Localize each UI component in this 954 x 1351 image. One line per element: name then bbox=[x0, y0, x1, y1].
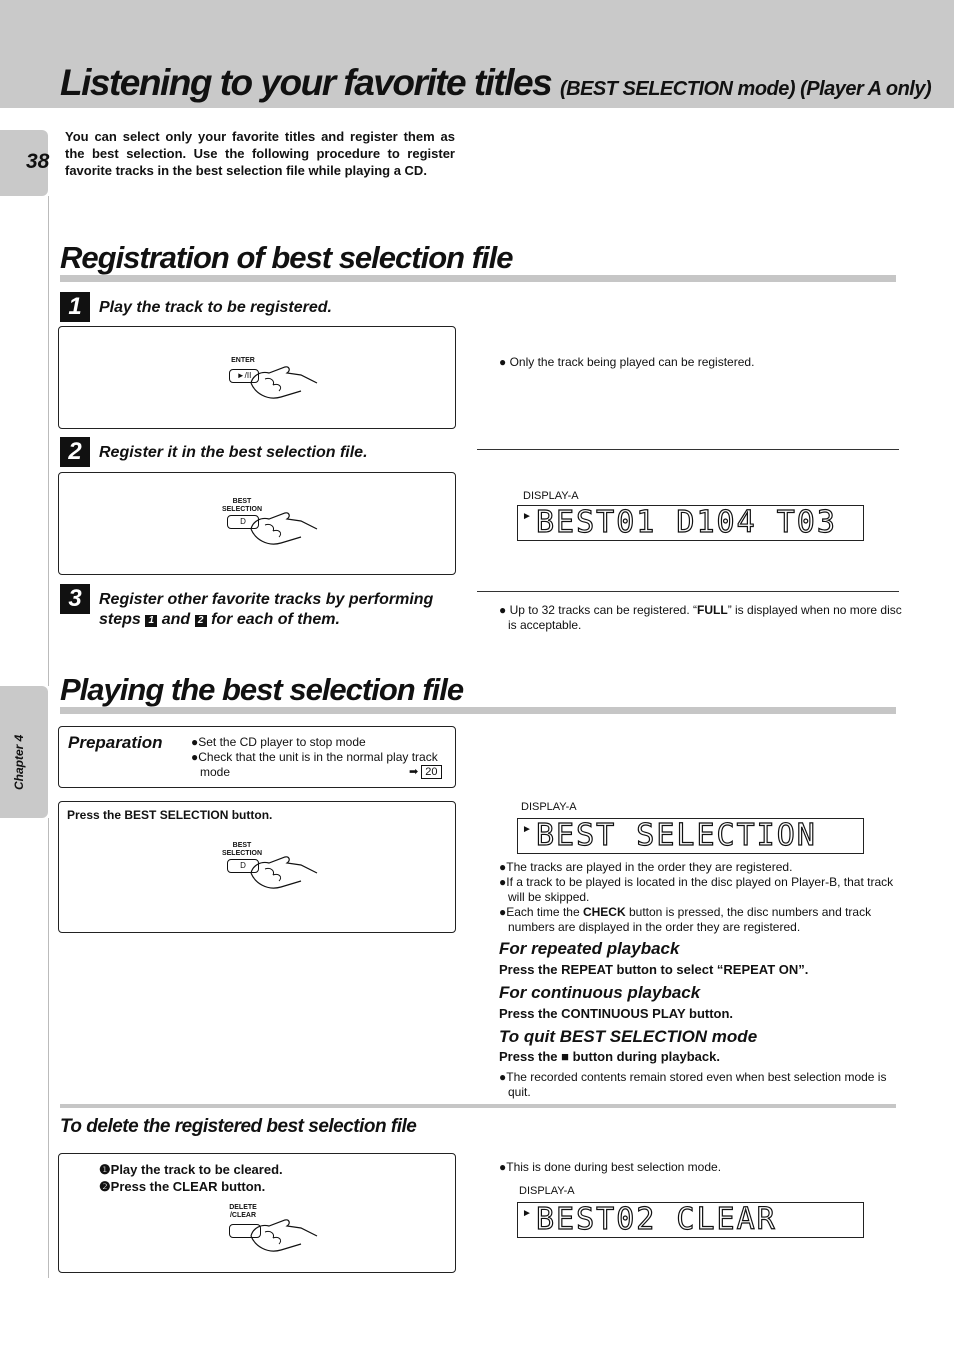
play-indicator-icon: ► bbox=[522, 1208, 532, 1219]
preparation-item: ●Set the CD player to stop mode bbox=[191, 735, 366, 749]
step-number: 2 bbox=[60, 437, 90, 467]
lcd-display bbox=[517, 1202, 864, 1238]
display-text: BEST SELECTION bbox=[536, 818, 817, 853]
section-rule bbox=[60, 1104, 896, 1108]
preparation-panel bbox=[58, 726, 456, 788]
step3-text-end: for each of them. bbox=[211, 611, 340, 628]
delete-note: ●This is done during best selection mode. bbox=[499, 1160, 722, 1174]
step-label: Play the track to be registered. bbox=[99, 299, 332, 316]
note-text: This is done during best selection mode. bbox=[506, 1160, 722, 1174]
chapter-label: Chapter 4 bbox=[12, 734, 26, 790]
pointing-hand-icon bbox=[245, 357, 320, 407]
note-text: button is pressed, the disc numbers and track numbers are displayed in the order they are registered. bbox=[508, 905, 872, 934]
step3-and: and bbox=[161, 611, 191, 628]
step-ref: 2 bbox=[195, 615, 207, 627]
note-item: ●The tracks are played in the order they are registered. bbox=[499, 860, 793, 874]
divider bbox=[477, 449, 899, 450]
continuous-title: For continuous playback bbox=[499, 983, 701, 1002]
intro-paragraph: You can select only your favorite titles and register them as the best selection. Use the following procedure to register favorite tracks in the best selection file while playing a CD. bbox=[65, 129, 455, 178]
delete-title: To delete the registered best selection file bbox=[60, 1116, 417, 1137]
best-selection-button[interactable]: D bbox=[227, 859, 259, 873]
step1-panel bbox=[58, 326, 456, 429]
note-item: ●If a track to be played is located in the disc played on Player-B, that track will be skipped. bbox=[499, 875, 894, 904]
display-text: BEST02 CLEAR bbox=[536, 1202, 777, 1237]
pointing-hand-icon bbox=[245, 847, 320, 897]
quit-note: ●The recorded contents remain stored even when best selection mode is quit. bbox=[499, 1070, 887, 1099]
continuous-text: Press the CONTINUOUS PLAY button. bbox=[499, 1006, 734, 1021]
note-text: The tracks are played in the order they are registered. bbox=[506, 860, 793, 874]
repeat-title: For repeated playback bbox=[499, 939, 680, 958]
playing-notes bbox=[499, 860, 899, 935]
page-title bbox=[60, 62, 931, 104]
margin-line bbox=[48, 196, 49, 686]
section-rule bbox=[60, 275, 896, 282]
page-number: 38 bbox=[26, 150, 50, 173]
play-indicator-icon: ► bbox=[522, 824, 532, 835]
step3-text: Register other favorite tracks by performing steps bbox=[99, 591, 434, 628]
lcd-display bbox=[517, 818, 864, 854]
margin-line bbox=[48, 818, 49, 1278]
note-text: ” is displayed when no more disc is acceptable. bbox=[508, 603, 902, 632]
best-selection-button-label: BEST SELECTION bbox=[221, 498, 263, 513]
pointing-hand-icon bbox=[245, 503, 320, 553]
enter-button-label: ENTER bbox=[231, 357, 255, 364]
delete-step: ❷Press the CLEAR button. bbox=[99, 1179, 266, 1194]
best-selection-panel bbox=[58, 801, 456, 933]
step-label bbox=[99, 590, 449, 630]
display-label: DISPLAY-A bbox=[523, 490, 579, 502]
preparation-title: Preparation bbox=[68, 733, 163, 752]
pointing-hand-icon bbox=[245, 1210, 320, 1260]
step3-note: ● Up to 32 tracks can be registered. “FULL” is displayed when no more disc is acceptable. bbox=[499, 603, 902, 632]
step-label: Register it in the best selection file. bbox=[99, 444, 368, 461]
step-ref: 1 bbox=[145, 615, 157, 627]
note-text: If a track to be played is located in the disc played on Player-B, that track will be skipped. bbox=[506, 875, 894, 904]
page-reference: ➡ 20 bbox=[409, 765, 442, 778]
panel-instruction: Press the BEST SELECTION button. bbox=[67, 808, 273, 822]
step-number: 1 bbox=[60, 292, 90, 322]
repeat-text: Press the REPEAT button to select “REPEAT ON”. bbox=[499, 962, 809, 977]
note-bold: CHECK bbox=[582, 905, 626, 919]
step1-note: ● Only the track being played can be registered. bbox=[499, 355, 755, 369]
best-selection-button[interactable]: D bbox=[227, 515, 259, 529]
lcd-display bbox=[517, 505, 864, 541]
prep-text: Check that the unit is in the normal play track mode bbox=[198, 750, 438, 779]
delete-step: ❶Play the track to be cleared. bbox=[99, 1162, 283, 1177]
delete-clear-button-label: DELETE /CLEAR bbox=[229, 1204, 257, 1219]
note-item: ●Each time the CHECK button is pressed, the disc numbers and track numbers are displayed in the order they are registered. bbox=[499, 905, 872, 934]
title-sub: (BEST SELECTION mode) (Player A only) bbox=[559, 78, 932, 100]
note-text: The recorded contents remain stored even when best selection mode is quit. bbox=[506, 1070, 887, 1099]
delete-panel bbox=[58, 1153, 456, 1273]
preparation-item: ●Check that the unit is in the normal play track mode bbox=[191, 750, 438, 779]
enter-button[interactable]: ►/II bbox=[229, 369, 259, 383]
display-text: BEST01 D104 T03 bbox=[536, 505, 837, 540]
note-text: Up to 32 tracks can be registered. “ bbox=[509, 603, 698, 617]
quit-title: To quit BEST SELECTION mode bbox=[499, 1027, 758, 1046]
divider bbox=[477, 591, 899, 592]
best-selection-button-label: BEST SELECTION bbox=[221, 842, 263, 857]
quit-text: Press the ■ button during playback. bbox=[499, 1049, 720, 1064]
step-number: 3 bbox=[60, 584, 90, 614]
display-label: DISPLAY-A bbox=[521, 801, 577, 813]
title-main: Listening to your favorite titles bbox=[60, 62, 552, 103]
section-rule bbox=[60, 707, 896, 714]
note-text: Each time the bbox=[506, 905, 583, 919]
section-title-playing: Playing the best selection file bbox=[60, 672, 464, 707]
prep-text: Set the CD player to stop mode bbox=[198, 735, 366, 749]
page-ref-number: 20 bbox=[421, 765, 441, 779]
step2-panel bbox=[58, 472, 456, 575]
note-text: Only the track being played can be registered. bbox=[509, 355, 755, 369]
display-label: DISPLAY-A bbox=[519, 1185, 575, 1197]
play-indicator-icon: ► bbox=[522, 511, 532, 522]
note-bold: FULL bbox=[697, 603, 728, 617]
section-title-registration: Registration of best selection file bbox=[60, 240, 513, 275]
